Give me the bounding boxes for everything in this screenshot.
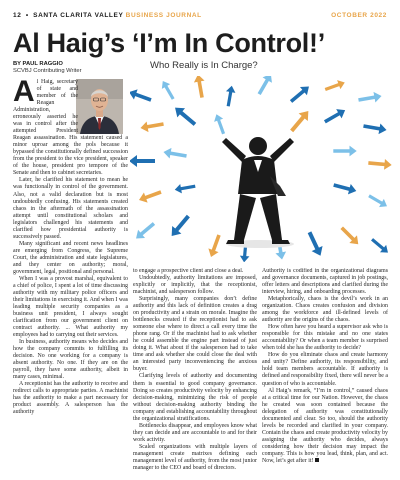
publication-name: SANTA CLARITA VALLEY bbox=[33, 11, 124, 19]
paragraph: Scaled organizations with multiple layers of management create matrixes defining each management level of authority, from the most junior manager to the CEO and board of directors. bbox=[133, 443, 257, 471]
paragraph: Metaphorically, chaos is the devil’s work in an organization. Chaos creates confusion and division among the workforce and ill-defined levels of authority are the origins of the chaos. bbox=[262, 296, 388, 324]
section-name: BUSINESS JOURNAL bbox=[125, 11, 202, 19]
article-column-2 bbox=[133, 268, 257, 474]
chaos-arrows-illustration bbox=[130, 76, 394, 262]
article-column-3 bbox=[262, 268, 388, 474]
paragraph: Later, he clarified his statement to mean he was functionally in control of the government. Also, not a valid declaration but is most undoubtedly confusing. His statements created chaos in the aftermath of the assassination attempt until constitutional scholars and legislators challenged his statements and clarified how presidential authority is successively passed. bbox=[13, 177, 128, 240]
article-title: Al Haig’s ‘I’m In Control!’ bbox=[13, 28, 325, 58]
paragraph: Authority is codified in the organizational diagrams and governance documents, captured in job postings, offer letters and descriptions and clarified during the interview, hiring, and onboarding processes. bbox=[262, 268, 388, 296]
paragraph-final bbox=[262, 388, 388, 465]
article-column-1 bbox=[13, 79, 128, 474]
paragraph: Many significant and recent news headlines are emerging from Congress, the Supreme Court, the administration and state legislatures, and they center on authority; moral, government, legal, positional and personal. bbox=[13, 240, 128, 275]
end-of-article-mark bbox=[315, 458, 319, 462]
paragraph-text: Al Haig’s remark, “I’m in control,” caused chaos at a critical time for our Nation. However, the chaos he created was soon contained because the delegation of authority was constitutionally documented and clear. So too, should the authority levels be recorded and clarified in your company. Contain the chaos and create productivity velocity by assigning the authority who decides, always considering how their decision may impact the company. This is how you lead, think, plan, and act. Now, let’s get after it! bbox=[262, 387, 388, 464]
header-separator: • bbox=[25, 11, 29, 19]
article-subtitle: Who Really is In Charge? bbox=[150, 60, 258, 71]
paragraph: l Haig, secretary of state and member of the Reagan Administration, erroneously asserted he was in control after the attempted President Reagan assassination. His statement caused a minor uproar among the pols because it bypassed the constitutionally defined succession from the president to the vice president, speaker of the house, president pro tempore of the Senate and then to cabinet secretaries. bbox=[13, 79, 128, 177]
page-header bbox=[13, 9, 387, 21]
paragraph: Surprisingly, many companies don’t define authority and this lack of definition creates a drag on productivity and a strain on morale. Imagine the bottlenecks created if the receptionist had to ask someone else where to direct a call every time the phone rang. Or if the machinist had to ask whether he could assemble the engine part instead of just doing it. What about if the salesperson had to take time and ask whether she could close the deal with an interested party inconveniencing the anxious buyer. bbox=[133, 296, 257, 373]
paragraph: Undoubtedly, authority limitations are imposed, explicitly or implicitly, that the receptionist, machinist, and salesperson follow. bbox=[133, 275, 257, 296]
header-left bbox=[13, 12, 202, 19]
byline bbox=[13, 61, 82, 75]
drop-cap: A bbox=[13, 79, 35, 108]
paragraph: How do you eliminate chaos and create harmony and unity? Define authority, its responsibility, and hold team members accountable. If authority is defined and responsibility fixed, there will never be a question of who is accountable. bbox=[262, 352, 388, 387]
paragraph: to engage a prospective client and close a deal. bbox=[133, 268, 244, 274]
page-number: 12 bbox=[13, 11, 22, 19]
businessman-figure bbox=[222, 137, 294, 248]
author-name: BY PAUL RAGGIO bbox=[13, 61, 63, 67]
issue-date: OCTOBER 2022 bbox=[331, 11, 387, 19]
paragraph: When I was a provost marshal, equivalent to a chief of police, I spent a lot of time discussing authority with my military police officers and their limitations in exercising it. And when I was leading multiple security companies as a business unit president, I always sought clarification from our government client on contract authority. ... What authority my employees had to carrying out their services. bbox=[13, 275, 128, 339]
paragraph: A receptionist has the authority to receive and redirect calls to appropriate parties. A machinist has the authority to make a part necessary for product assembly. A salesperson has the authority bbox=[13, 381, 128, 416]
paragraph: In business, authority means who decides and how the company commits to fulfilling its decision. No one working for a company is absent authority. No one. If they are on the payroll, they have some authority, albeit in many cases, minimal. bbox=[13, 339, 128, 381]
paragraph: Clarifying levels of authority and documenting them is essential to good company governance. Doing so creates productivity velocity by enhancing decision-making, minimizing the risk of people without decision-making authority binding the company and establishing accountability throughout the organizational stratifications. bbox=[133, 373, 257, 422]
paragraph: Bottlenecks disappear, and employees know what they can decide and are accountable to and for their work activity. bbox=[133, 422, 257, 443]
paragraph: How often have you heard a supervisor ask who is responsible for this mistake and no one states accountability? Or when a team member is surprised when told she has the authority to decide? bbox=[262, 324, 388, 352]
author-role: SCVBJ Contributing Writer bbox=[13, 68, 82, 74]
